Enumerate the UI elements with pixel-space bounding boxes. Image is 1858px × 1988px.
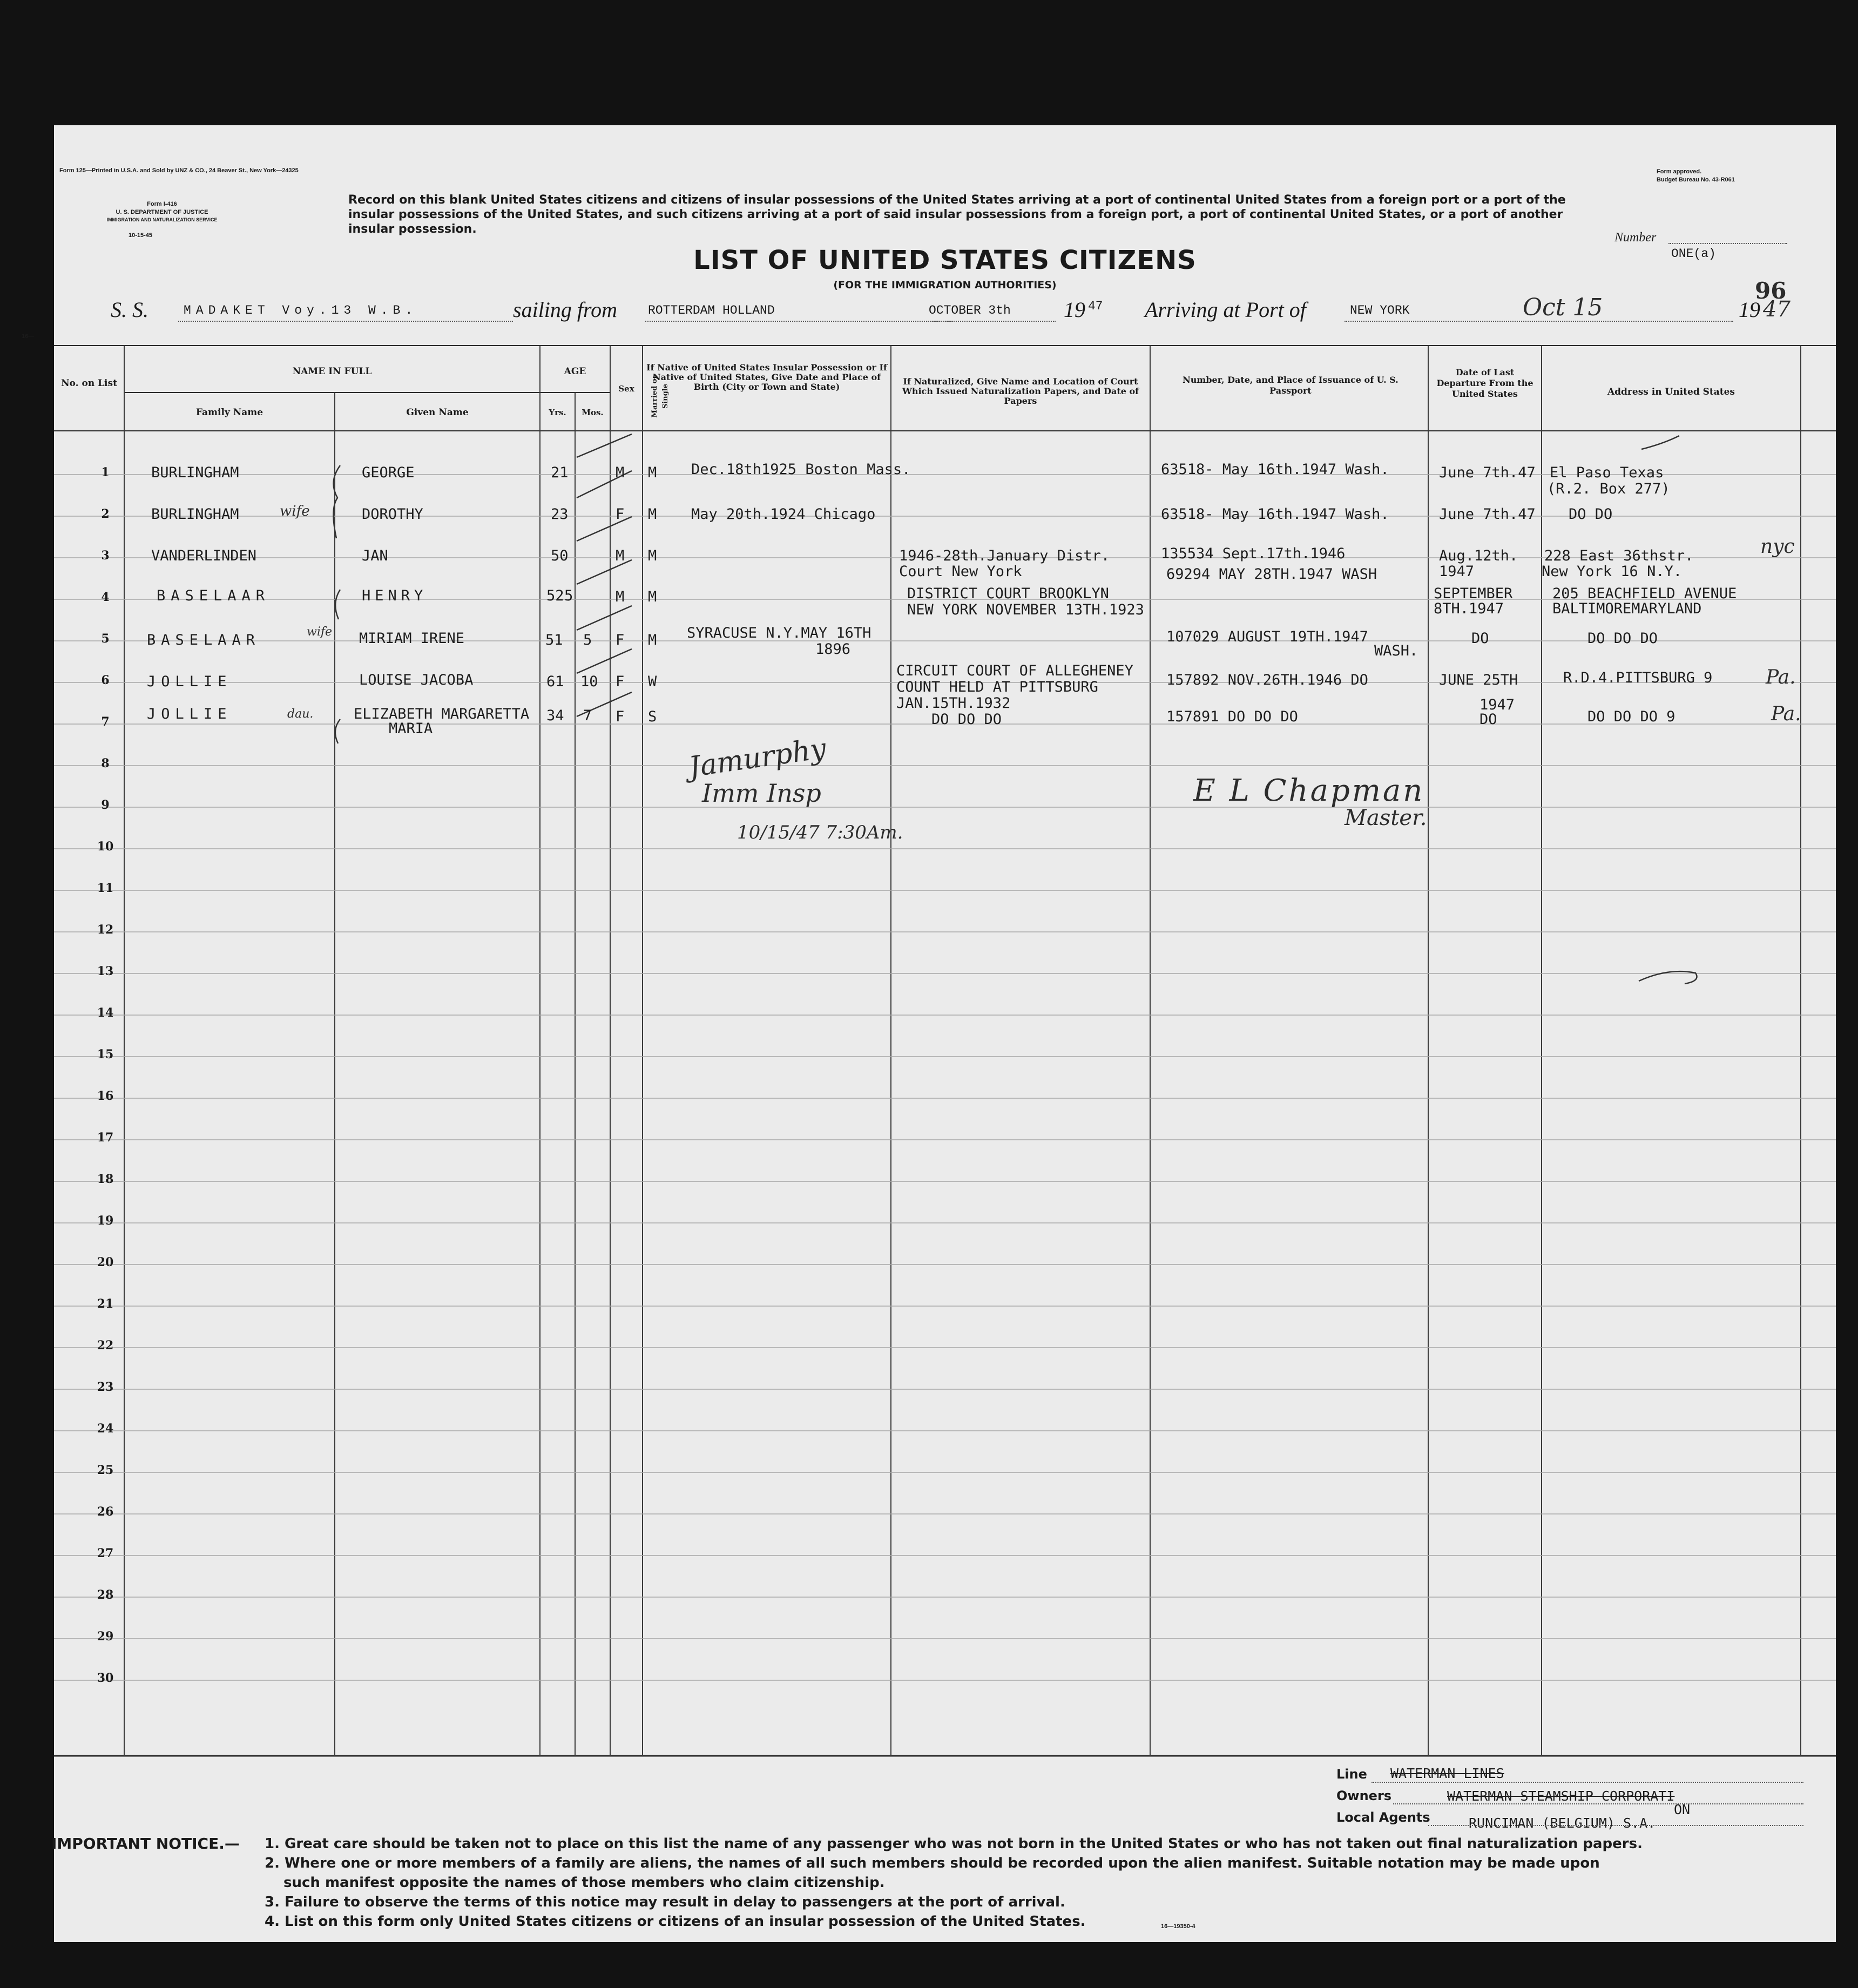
number-label: Number <box>1614 231 1657 245</box>
row-number: 28 <box>97 1588 114 1602</box>
family-name: VANDERLINDEN <box>151 547 257 564</box>
owners-value: WATERMAN STEAMSHIP CORPORATI <box>1447 1788 1675 1804</box>
row-number: 4 <box>101 590 110 604</box>
row-number: 15 <box>97 1047 114 1061</box>
department: U. S. DEPARTMENT OF JUSTICE <box>116 209 208 215</box>
row-number: 17 <box>97 1131 114 1145</box>
departure-date: DO <box>1479 711 1497 728</box>
port-from: ROTTERDAM HOLLAND <box>648 303 775 317</box>
sex: F <box>616 506 625 523</box>
row-number: 19 <box>97 1214 114 1228</box>
naturalization-line-2: COUNT HELD AT PITTSBURG <box>896 679 1098 695</box>
col-header-no: No. on List <box>61 378 117 389</box>
row-number: 30 <box>97 1671 114 1685</box>
sailing-label: sailing from <box>513 297 617 322</box>
naturalization: DO DO DO <box>931 711 1002 728</box>
col-header-address: Address in United States <box>1607 387 1735 397</box>
family-name: JOLLIE <box>147 673 232 690</box>
col-header-age: AGE <box>564 366 586 377</box>
age-months: 5 <box>564 587 573 604</box>
number-value: ONE(a) <box>1671 247 1716 261</box>
naturalization-line-1: CIRCUIT COURT OF ALLEGHENEY <box>896 662 1133 679</box>
passport-line-2: WASH. <box>1374 643 1418 659</box>
address-line-1: R.D.4.PITTSBURG 9 <box>1563 670 1713 686</box>
arrival-year: 47 <box>1763 297 1791 322</box>
row-number: 2 <box>101 507 110 521</box>
passport-info: 135534 Sept.17th.1946 <box>1161 545 1346 562</box>
col-header-yrs: Yrs. <box>549 408 566 417</box>
agents-rule <box>1428 1825 1803 1826</box>
address-line-1: DO DO <box>1569 506 1613 523</box>
sex: M <box>616 547 625 564</box>
family-name: BASELAAR <box>147 632 261 648</box>
col-header-sex: Sex <box>618 384 634 394</box>
arriving-label: Arriving at Port of <box>1145 297 1306 322</box>
marital-status: W <box>648 673 657 690</box>
ship-name: MADAKET Voy.13 W.B. <box>184 303 418 317</box>
passport-info: 63518- May 16th.1947 Wash. <box>1161 461 1389 478</box>
notice-item-1: 1. Great care should be taken not to place on this list the name of any passenger who was not born in the United States or who has not taken out final naturalization papers. <box>265 1836 1643 1852</box>
family-name: BURLINGHAM <box>151 506 239 523</box>
agents-value: RUNCIMAN (BELGIUM) S.A. <box>1469 1815 1656 1831</box>
row-number: 10 <box>97 840 114 854</box>
col-header-family: Family Name <box>195 407 264 418</box>
address-line-1: El Paso Texas <box>1550 464 1664 481</box>
sex: M <box>616 464 625 481</box>
departure-date: DO <box>1471 630 1489 647</box>
given-name-line-1: ELIZABETH MARGARETTA <box>354 706 530 722</box>
service: IMMIGRATION AND NATURALIZATION SERVICE <box>106 217 218 222</box>
given-name-line-2: MARIA <box>389 720 433 737</box>
arrival-year-prefix: 19 <box>1739 297 1760 322</box>
departure-date: June 7th.47 <box>1439 464 1536 481</box>
marital-status: S <box>648 708 657 725</box>
sex: F <box>616 632 625 648</box>
notice-item-3: 3. Failure to observe the terms of this notice may result in delay to passengers at the port of arrival. <box>265 1894 1065 1910</box>
notice-item-4: 4. List on this form only United States citizens or citizens of an insular possession of the United States. <box>265 1913 1086 1930</box>
inspector-title: Imm Insp <box>702 779 821 808</box>
row-number: 9 <box>101 798 110 812</box>
naturalization-line-2: NEW YORK NOVEMBER 13TH.1923 <box>907 601 1144 618</box>
col-header-mos: Mos. <box>582 408 604 417</box>
age-years: 34 <box>546 707 564 724</box>
relationship-note: dau. <box>287 707 314 721</box>
relationship-note: wife <box>280 503 310 519</box>
form-number: Form I-416 <box>147 201 177 207</box>
row-number: 11 <box>97 881 114 895</box>
naturalization-line-1: 1946-28th.January Distr. <box>899 547 1110 564</box>
budget-bureau-number: Budget Bureau No. 43-R061 <box>1657 177 1735 183</box>
naturalization-line-2: Court New York <box>899 563 1022 580</box>
birth-info: Dec.18th1925 Boston Mass. <box>691 461 911 478</box>
ss-label: S. S. <box>111 297 148 322</box>
notice-heading: IMPORTANT NOTICE.— <box>51 1835 240 1852</box>
age-years: 52 <box>546 587 564 604</box>
notice-item-2: 2. Where one or more members of a family are aliens, the names of all such members should be recorded upon the alien manifest. Suitable notation may be made upon <box>265 1855 1600 1871</box>
owners-label: Owners <box>1336 1788 1392 1803</box>
col-header-departure: Date of Last Departure From the United States <box>1436 367 1533 399</box>
departure-line-1: SEPTEMBER <box>1434 585 1513 602</box>
row-number: 26 <box>97 1505 114 1519</box>
address-line-1: DO DO DO <box>1587 630 1658 647</box>
row-number: 6 <box>101 673 110 687</box>
row-number: 22 <box>97 1338 114 1353</box>
row-number: 23 <box>97 1380 114 1394</box>
agents-label: Local Agents <box>1336 1810 1430 1825</box>
departure-line-2: 1947 <box>1479 697 1515 713</box>
row-number: 1 <box>101 465 110 479</box>
address-line-1: 205 BEACHFIELD AVENUE <box>1552 585 1737 602</box>
family-name: BURLINGHAM <box>151 464 239 481</box>
row-number: 12 <box>97 923 114 937</box>
passport-info: 69294 MAY 28TH.1947 WASH <box>1166 566 1377 583</box>
birth-info: May 20th.1924 Chicago <box>691 506 876 523</box>
age-months: 7 <box>583 707 592 724</box>
given-name: GEORGE <box>362 464 415 481</box>
row-number: 29 <box>97 1629 114 1644</box>
address-line-2: (R.2. Box 277) <box>1547 481 1670 497</box>
marital-status: M <box>648 632 657 648</box>
line-value: WATERMAN LINES <box>1390 1766 1504 1781</box>
row-number: 18 <box>97 1172 114 1186</box>
print-code: 16—19350-4 <box>1161 1923 1195 1930</box>
family-name: JOLLIE <box>147 706 232 722</box>
row-number: 8 <box>101 756 110 770</box>
departure-date: June 7th.47 <box>1439 506 1536 523</box>
col-header-given: Given Name <box>406 407 469 418</box>
given-name: HENRY <box>362 587 428 604</box>
departure-date: OCTOBER 3th <box>929 303 1011 317</box>
address-note: nyc <box>1760 536 1795 558</box>
address-note: Pa. <box>1771 703 1801 725</box>
row-number: 25 <box>97 1463 114 1477</box>
page-number: 96 <box>1755 278 1787 304</box>
row-number: 5 <box>101 632 110 646</box>
page-title: LIST OF UNITED STATES CITIZENS <box>693 245 1197 275</box>
port-to: NEW YORK <box>1350 303 1410 317</box>
year-prefix: 19 <box>1064 297 1085 322</box>
birth-line-2: 1896 <box>815 641 851 658</box>
age-years: 23 <box>551 506 569 523</box>
page-subtitle: (FOR THE IMMIGRATION AUTHORITIES) <box>833 279 1057 291</box>
naturalization-line-3: JAN.15TH.1932 <box>896 695 1011 712</box>
row-number: 3 <box>101 549 110 563</box>
relationship-note: wife <box>307 625 333 639</box>
age-months: 10 <box>580 673 598 690</box>
row-number: 27 <box>97 1546 114 1560</box>
address-line-1: DO DO DO 9 <box>1587 708 1675 725</box>
address-line-2: New York 16 N.Y. <box>1542 563 1683 580</box>
marital-status: M <box>648 589 657 605</box>
naturalization-line-1: DISTRICT COURT BROOKLYN <box>907 585 1109 602</box>
sex: F <box>616 708 625 725</box>
age-years: 61 <box>546 673 564 690</box>
passport-info: 63518- May 16th.1947 Wash. <box>1161 506 1389 523</box>
family-name: BASELAAR <box>157 587 271 604</box>
address-line-1: 228 East 36thstr. <box>1544 547 1694 564</box>
address-line-2: BALTIMOREMARYLAND <box>1552 600 1702 617</box>
col-header-name-in-full: NAME IN FULL <box>292 366 372 377</box>
row-number: 16 <box>97 1089 114 1103</box>
sex: M <box>616 589 625 605</box>
notice-item-2-continued: such manifest opposite the names of those members who claim citizenship. <box>283 1875 885 1891</box>
passport-line-1: 107029 AUGUST 19TH.1947 <box>1166 628 1368 645</box>
given-name: MIRIAM IRENE <box>359 630 465 647</box>
given-name: DOROTHY <box>362 506 423 523</box>
edition-date: 10-15-45 <box>128 232 153 239</box>
row-number: 7 <box>101 715 110 729</box>
manifest-sheet <box>22 125 1836 1942</box>
owners-rule <box>1393 1803 1803 1804</box>
row-number: 21 <box>97 1297 114 1311</box>
birth-line-1: SYRACUSE N.Y.MAY 16TH <box>687 625 871 641</box>
intro-text: Record on this blank United States citizens and citizens of insular possessions of the United States arriving at a port of continental United States from a foreign port or a port of the insular possessions of the United States, and such citizens arriving at a port of said insular possessions from a foreign port, a port of continental United States, or a port of another insular possession. <box>348 193 1566 236</box>
passport-info: 157891 DO DO DO <box>1166 708 1298 725</box>
col-header-passport: Number, Date, and Place of Issuance of U. S. Passport <box>1183 375 1398 396</box>
master-signature: E L Chapman <box>1193 773 1425 808</box>
master-title: Master. <box>1344 806 1427 830</box>
inspector-signature: Jamurphy <box>687 732 828 784</box>
age-months: 5 <box>583 632 592 648</box>
printer-line: Form 125—Printed in U.S.A. and Sold by UNZ & CO., 24 Beaver St., New York—24325 <box>59 167 299 174</box>
given-name: JAN <box>362 547 388 564</box>
marital-status: M <box>648 464 657 481</box>
age-years: 21 <box>551 464 569 481</box>
line-label: Line <box>1336 1767 1367 1782</box>
row-number: 24 <box>97 1422 114 1436</box>
given-name: LOUISE JACOBA <box>359 672 474 688</box>
col-header-married: Married or Single <box>651 375 670 418</box>
departure-line-2: 8TH.1947 <box>1434 600 1504 617</box>
col-header-naturalized: If Naturalized, Give Name and Location of Court Which Issued Naturalization Papers, and Date of Papers <box>902 376 1139 406</box>
departure-line-1: Aug.12th. <box>1439 547 1518 564</box>
col-header-birth: If Native of United States Insular Possession or If Native of United States, Give Date and Place of Birth (City or Town and State) <box>646 362 887 392</box>
row-number: 20 <box>97 1255 114 1269</box>
arrival-date: Oct 15 <box>1523 294 1603 321</box>
marital-status: M <box>648 547 657 564</box>
owners-value-continued: ON <box>1674 1802 1691 1817</box>
margin-code: 16— <box>22 333 35 340</box>
passport-info: 157892 NOV.26TH.1946 DO <box>1166 672 1368 688</box>
departure-line-1: JUNE 25TH <box>1439 672 1518 688</box>
row-number: 14 <box>97 1006 114 1020</box>
approval-note: Form approved. <box>1657 168 1702 175</box>
inspection-timestamp: 10/15/47 7:30Am. <box>737 822 903 843</box>
line-rule <box>1371 1782 1803 1783</box>
age-years: 50 <box>551 547 569 564</box>
marital-status: M <box>648 506 657 523</box>
address-note: Pa. <box>1766 666 1796 688</box>
sex: F <box>616 673 625 690</box>
departure-year: 47 <box>1088 299 1103 313</box>
age-years: 51 <box>545 632 563 648</box>
departure-line-2: 1947 <box>1439 563 1475 580</box>
row-number: 13 <box>97 964 114 978</box>
